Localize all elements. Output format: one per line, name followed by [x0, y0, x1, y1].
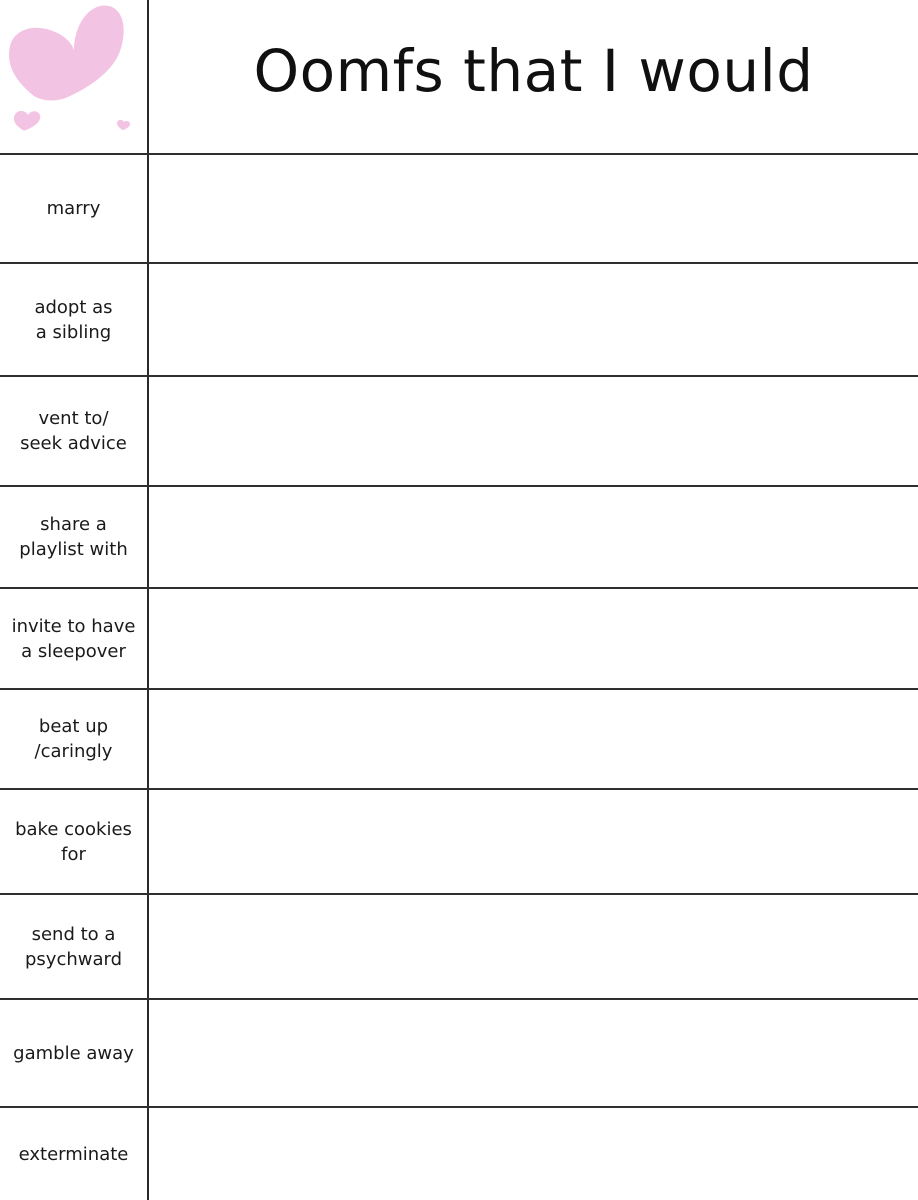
row-cell-adopt-as-sibling[interactable]: [149, 264, 918, 375]
row-cell-share-playlist[interactable]: [149, 487, 918, 587]
row-label-psychward: send to a psychward: [24, 923, 123, 970]
chart-title: Oomfs that I would: [253, 37, 814, 105]
row-label-gamble-away: gamble away: [13, 1042, 134, 1064]
row-label-sleepover: invite to have a sleepover: [11, 615, 136, 662]
row-label-adopt-as-sibling: adopt as a sibling: [34, 296, 113, 343]
row-label-beat-up: beat up /caringly: [34, 716, 113, 762]
row-cell-bake-cookies[interactable]: [149, 790, 918, 893]
chart-header: [0, 0, 918, 154]
small-heart-icon: [14, 111, 40, 131]
row-label-exterminate: exterminate: [18, 1143, 129, 1165]
row-label-marry: marry: [46, 198, 101, 219]
row-label-vent-to: vent to/ seek advice: [20, 408, 127, 454]
heart-decoration: [0, 0, 146, 154]
row-label-share-playlist: share a playlist with: [19, 514, 128, 560]
tiny-heart-icon: [117, 120, 130, 130]
row-cell-marry[interactable]: [149, 155, 918, 262]
row-label-bake-cookies: bake cookies for: [15, 818, 132, 865]
row-cell-beat-up[interactable]: [149, 690, 918, 788]
row-cell-exterminate[interactable]: [149, 1108, 918, 1200]
row-cell-vent-to[interactable]: [149, 377, 918, 485]
row-cell-sleepover[interactable]: [149, 589, 918, 688]
row-cell-gamble-away[interactable]: [149, 1000, 918, 1106]
big-heart-icon: [9, 5, 124, 100]
row-cell-psychward[interactable]: [149, 895, 918, 998]
